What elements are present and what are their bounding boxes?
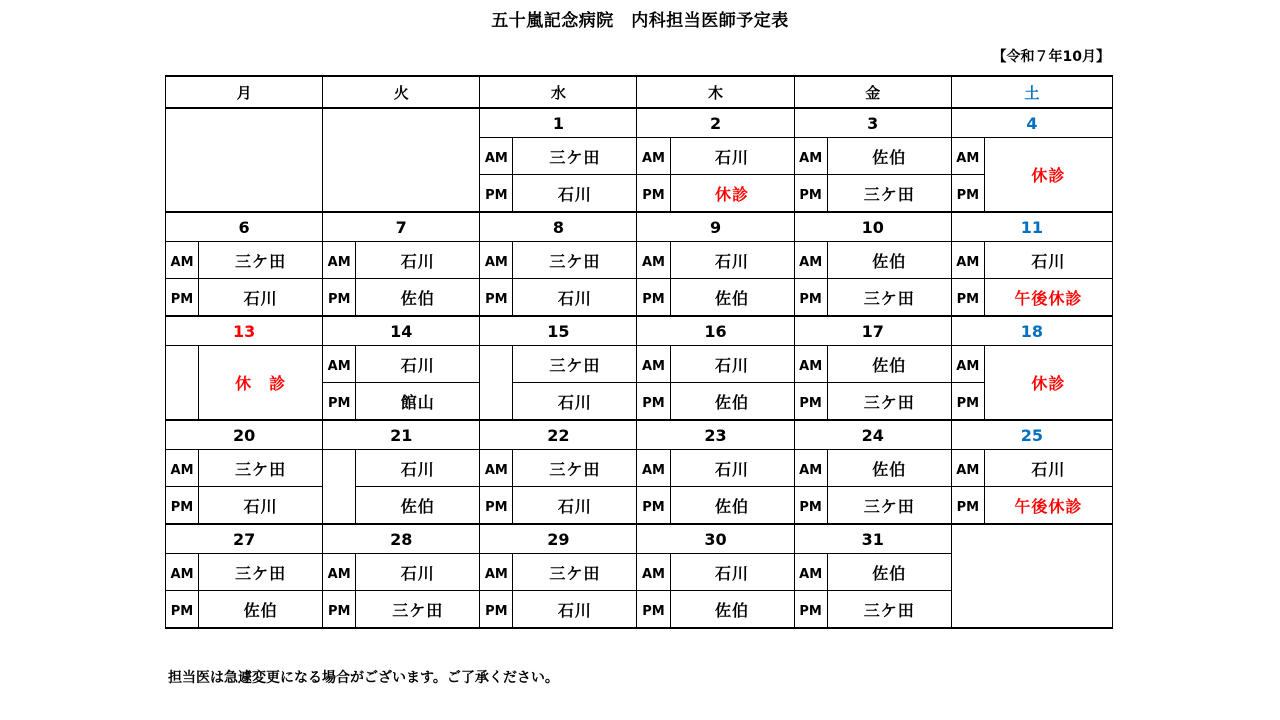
doctor-cell: 佐伯 — [827, 138, 951, 175]
weekday-header-row — [166, 76, 1113, 108]
doctor-cell: 石川 — [670, 554, 794, 591]
page-title: 五十嵐記念病院 内科担当医師予定表 — [491, 11, 789, 31]
doctor-cell: 佐伯 — [827, 554, 951, 591]
pm-label: PM — [637, 383, 670, 421]
am-row — [166, 242, 1113, 279]
weekday-header: 金 — [794, 76, 951, 108]
pm-row — [166, 279, 1113, 317]
doctor-cell: 佐伯 — [356, 279, 480, 317]
pm-label: PM — [794, 279, 827, 317]
doctor-cell: 石川 — [356, 450, 480, 487]
doctor-cell: 三ケ田 — [827, 591, 951, 629]
weekday-header-saturday: 土 — [951, 76, 1112, 108]
date-row — [166, 524, 1113, 554]
date-row — [166, 108, 1113, 138]
day-number: 1 — [480, 108, 637, 138]
pm-label: PM — [794, 175, 827, 213]
day-number: 4 — [951, 108, 1112, 138]
weekday-header: 木 — [637, 76, 794, 108]
am-label: AM — [166, 450, 199, 487]
day-number: 18 — [951, 316, 1112, 346]
pm-label: PM — [166, 487, 199, 525]
pm-label: PM — [794, 487, 827, 525]
am-label: AM — [637, 346, 670, 383]
doctor-cell: 三ケ田 — [513, 346, 637, 383]
pm-label: PM — [951, 279, 984, 317]
doctor-cell: 午後休診 — [984, 279, 1112, 317]
pm-label: PM — [480, 591, 513, 629]
blank-label — [323, 450, 356, 525]
pm-label: PM — [166, 591, 199, 629]
am-label: AM — [637, 450, 670, 487]
day-number: 24 — [794, 420, 951, 450]
doctor-cell: 佐伯 — [827, 346, 951, 383]
doctor-cell: 三ケ田 — [827, 175, 951, 213]
am-label: AM — [794, 242, 827, 279]
am-label: AM — [951, 138, 984, 175]
pm-label: PM — [951, 175, 984, 213]
day-number: 16 — [637, 316, 794, 346]
pm-label: PM — [323, 383, 356, 421]
am-label: AM — [951, 242, 984, 279]
doctor-cell: 三ケ田 — [513, 554, 637, 591]
am-label: AM — [637, 242, 670, 279]
day-number: 30 — [637, 524, 794, 554]
pm-row — [166, 487, 1113, 525]
doctor-cell: 三ケ田 — [513, 242, 637, 279]
empty-day — [323, 108, 480, 212]
am-label: AM — [794, 138, 827, 175]
date-row — [166, 316, 1113, 346]
closed-cell: 休 診 — [199, 346, 323, 421]
day-number: 20 — [166, 420, 323, 450]
doctor-cell: 佐伯 — [670, 487, 794, 525]
day-number: 27 — [166, 524, 323, 554]
pm-label: PM — [637, 487, 670, 525]
doctor-cell: 三ケ田 — [827, 383, 951, 421]
day-number: 25 — [951, 420, 1112, 450]
am-label: AM — [794, 450, 827, 487]
pm-label: PM — [637, 279, 670, 317]
doctor-cell: 石川 — [513, 383, 637, 421]
doctor-cell: 三ケ田 — [199, 554, 323, 591]
am-label: AM — [323, 554, 356, 591]
am-label: AM — [480, 450, 513, 487]
doctor-cell: 石川 — [199, 279, 323, 317]
pm-label: PM — [323, 591, 356, 629]
closed-cell: 休診 — [984, 346, 1112, 421]
doctor-cell: 館山 — [356, 383, 480, 421]
doctor-cell: 石川 — [984, 450, 1112, 487]
doctor-cell: 休診 — [670, 175, 794, 213]
am-label: AM — [166, 242, 199, 279]
empty-day — [166, 108, 323, 212]
weekday-header: 月 — [166, 76, 323, 108]
doctor-cell: 三ケ田 — [356, 591, 480, 629]
am-label: AM — [323, 242, 356, 279]
date-row — [166, 420, 1113, 450]
pm-label: PM — [166, 279, 199, 317]
doctor-cell: 午後休診 — [984, 487, 1112, 525]
day-number: 7 — [323, 212, 480, 242]
doctor-cell: 石川 — [670, 346, 794, 383]
doctor-cell: 石川 — [513, 487, 637, 525]
day-number: 6 — [166, 212, 323, 242]
pm-label: PM — [480, 487, 513, 525]
day-number: 29 — [480, 524, 637, 554]
am-label: AM — [480, 554, 513, 591]
am-label: AM — [480, 138, 513, 175]
pm-label: PM — [794, 591, 827, 629]
day-number: 10 — [794, 212, 951, 242]
day-number: 21 — [323, 420, 480, 450]
pm-label: PM — [637, 591, 670, 629]
blank-label — [480, 346, 513, 421]
am-label: AM — [637, 138, 670, 175]
doctor-cell: 佐伯 — [670, 383, 794, 421]
day-number: 14 — [323, 316, 480, 346]
am-label: AM — [166, 554, 199, 591]
day-number: 23 — [637, 420, 794, 450]
day-number: 3 — [794, 108, 951, 138]
doctor-cell: 佐伯 — [670, 279, 794, 317]
am-label: AM — [480, 242, 513, 279]
doctor-cell: 石川 — [984, 242, 1112, 279]
doctor-cell: 石川 — [199, 487, 323, 525]
day-number: 2 — [637, 108, 794, 138]
doctor-cell: 三ケ田 — [513, 138, 637, 175]
am-label: AM — [794, 554, 827, 591]
doctor-cell: 石川 — [513, 591, 637, 629]
doctor-cell: 石川 — [513, 279, 637, 317]
pm-label: PM — [480, 279, 513, 317]
pm-label: PM — [951, 383, 984, 421]
day-number: 22 — [480, 420, 637, 450]
doctor-cell: 佐伯 — [670, 591, 794, 629]
pm-label: PM — [637, 175, 670, 213]
doctor-cell: 佐伯 — [199, 591, 323, 629]
day-number-holiday: 13 — [166, 316, 323, 346]
doctor-cell: 三ケ田 — [199, 450, 323, 487]
day-number: 17 — [794, 316, 951, 346]
doctor-cell: 三ケ田 — [199, 242, 323, 279]
doctor-cell: 佐伯 — [356, 487, 480, 525]
doctor-cell: 石川 — [356, 554, 480, 591]
day-number: 8 — [480, 212, 637, 242]
blank-label — [166, 346, 199, 421]
pm-label: PM — [794, 383, 827, 421]
doctor-cell: 石川 — [356, 242, 480, 279]
doctor-cell: 石川 — [670, 242, 794, 279]
month-label: 【令和７年10月】 — [992, 49, 1110, 65]
pm-label: PM — [480, 175, 513, 213]
pm-label: PM — [951, 487, 984, 525]
pm-label: PM — [323, 279, 356, 317]
doctor-cell: 三ケ田 — [827, 487, 951, 525]
am-row — [166, 346, 1113, 383]
doctor-cell: 石川 — [670, 450, 794, 487]
weekday-header: 水 — [480, 76, 637, 108]
doctor-cell: 石川 — [356, 346, 480, 383]
am-label: AM — [951, 450, 984, 487]
day-number: 15 — [480, 316, 637, 346]
am-label: AM — [951, 346, 984, 383]
closed-cell: 休診 — [984, 138, 1112, 213]
doctor-cell: 石川 — [670, 138, 794, 175]
day-number: 28 — [323, 524, 480, 554]
day-number: 31 — [794, 524, 951, 554]
schedule-table — [165, 75, 1113, 629]
day-number: 11 — [951, 212, 1112, 242]
am-label: AM — [637, 554, 670, 591]
doctor-cell: 石川 — [513, 175, 637, 213]
weekday-header: 火 — [323, 76, 480, 108]
doctor-cell: 佐伯 — [827, 242, 951, 279]
am-label: AM — [323, 346, 356, 383]
am-row — [166, 450, 1113, 487]
doctor-cell: 佐伯 — [827, 450, 951, 487]
doctor-cell: 三ケ田 — [513, 450, 637, 487]
am-label: AM — [794, 346, 827, 383]
doctor-cell: 三ケ田 — [827, 279, 951, 317]
empty-day — [951, 524, 1112, 628]
day-number: 9 — [637, 212, 794, 242]
footer-note: 担当医は急遽変更になる場合がございます。ご了承ください。 — [168, 670, 559, 686]
date-row — [166, 212, 1113, 242]
